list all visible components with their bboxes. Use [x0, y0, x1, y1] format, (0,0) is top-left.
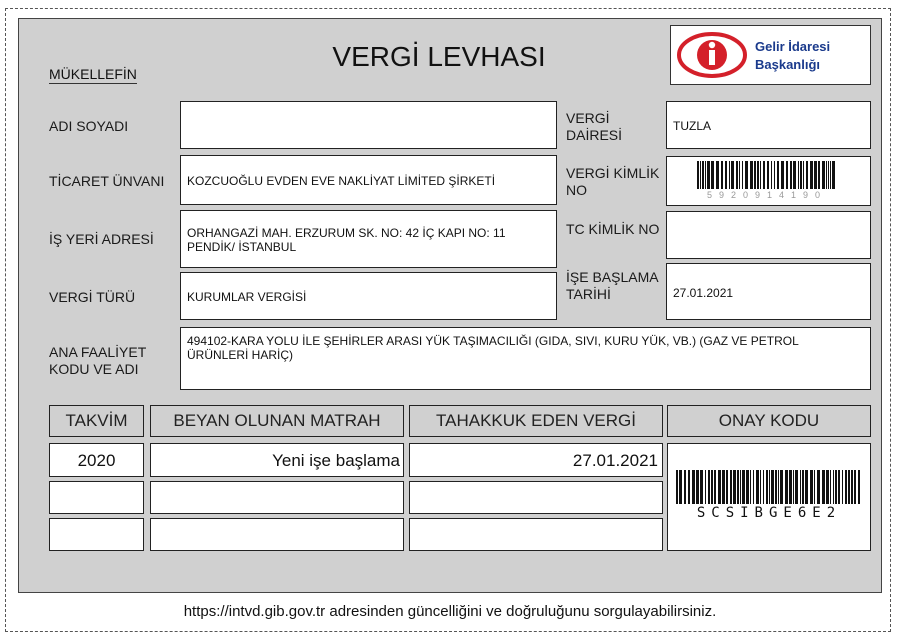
field-tax-id-value: 5920914190 [706, 190, 828, 200]
label-name: ADI SOYADI [49, 118, 129, 134]
table-header-period: TAKVİM [49, 405, 144, 437]
field-trade-name [180, 155, 557, 205]
table-row-3-base [150, 518, 404, 551]
logo-line-1: Gelir İdaresi [755, 39, 831, 54]
field-activity [180, 327, 871, 390]
field-trade-name-value: KOZCUOĞLU EVDEN EVE NAKLİYAT LİMİTED ŞİRKETİ [187, 174, 496, 188]
field-address [180, 210, 557, 268]
field-activity-value: 494102-KARA YOLU İLE ŞEHİRLER ARASI YÜK TAŞIMACILIĞI (GIDA, SIVI, KURU YÜK, VB.) (GAZ VE PETROL ÜRÜNLERİ HARİÇ) [187, 334, 799, 362]
table-row-1-tax-text: 27.01.2021 [572, 451, 658, 470]
page-title: VERGİ LEVHASI [332, 41, 546, 72]
label-tax-type: VERGİ TÜRÜ [49, 289, 136, 305]
table-row-2-tax [409, 481, 663, 514]
field-start-date [666, 263, 871, 320]
verification-footer: https://intvd.gib.gov.tr adresinden güncelliğini ve doğruluğunu sorgulayabilirsiniz. [183, 603, 717, 620]
approval-code-cell [667, 443, 871, 551]
label-tax-id: VERGİ KİMLİK NO [566, 165, 660, 198]
table-header-tax: TAHAKKUK EDEN VERGİ [409, 405, 663, 437]
label-start-date: İŞE BAŞLAMA TARİHİ [566, 269, 658, 302]
label-trade-name: TİCARET ÜNVANI [49, 173, 165, 189]
table-row-1-period-text: 2020 [77, 451, 116, 470]
label-tc-id: TC KİMLİK NO [566, 221, 660, 237]
table-row-2-period [49, 481, 144, 514]
field-tc-id [666, 211, 871, 259]
tax-id-barcode [697, 161, 837, 189]
table-header-base: BEYAN OLUNAN MATRAH [150, 405, 404, 437]
table-row-1-base [150, 443, 404, 477]
field-name [180, 101, 557, 149]
approval-code-text: SCSIBGE6E2 [696, 505, 842, 521]
gib-logo [670, 25, 871, 85]
table-row-1-period [49, 443, 144, 477]
field-tax-type-value: KURUMLAR VERGİSİ [187, 290, 307, 304]
logo-line-2: Başkanlığı [755, 57, 821, 72]
label-tax-office: VERGİ DAİRESİ [566, 110, 623, 143]
field-tax-office [666, 101, 871, 149]
approval-barcode [676, 470, 862, 504]
table-row-2-base [150, 481, 404, 514]
field-address-value: ORHANGAZİ MAH. ERZURUM SK. NO: 42 İÇ KAPI NO: 11 PENDİK/ İSTANBUL [187, 226, 506, 254]
tax-plate-card [18, 18, 882, 593]
table-header-approval: ONAY KODU [667, 405, 871, 437]
label-activity: ANA FAALİYET KODU VE ADI [49, 344, 147, 377]
table-row-1-base-text: Yeni işe başlama [272, 451, 400, 470]
field-tax-type [180, 272, 557, 320]
table-row-1-tax [409, 443, 663, 477]
field-start-date-value: 27.01.2021 [673, 286, 734, 300]
table-row-3-period [49, 518, 144, 551]
table-row-3-tax [409, 518, 663, 551]
gib-logo-icon [677, 32, 747, 78]
field-tax-office-value: TUZLA [673, 119, 712, 133]
section-label: MÜKELLEFİN [49, 66, 137, 82]
label-address: İŞ YERİ ADRESİ [49, 231, 154, 247]
field-tax-id [666, 156, 871, 206]
